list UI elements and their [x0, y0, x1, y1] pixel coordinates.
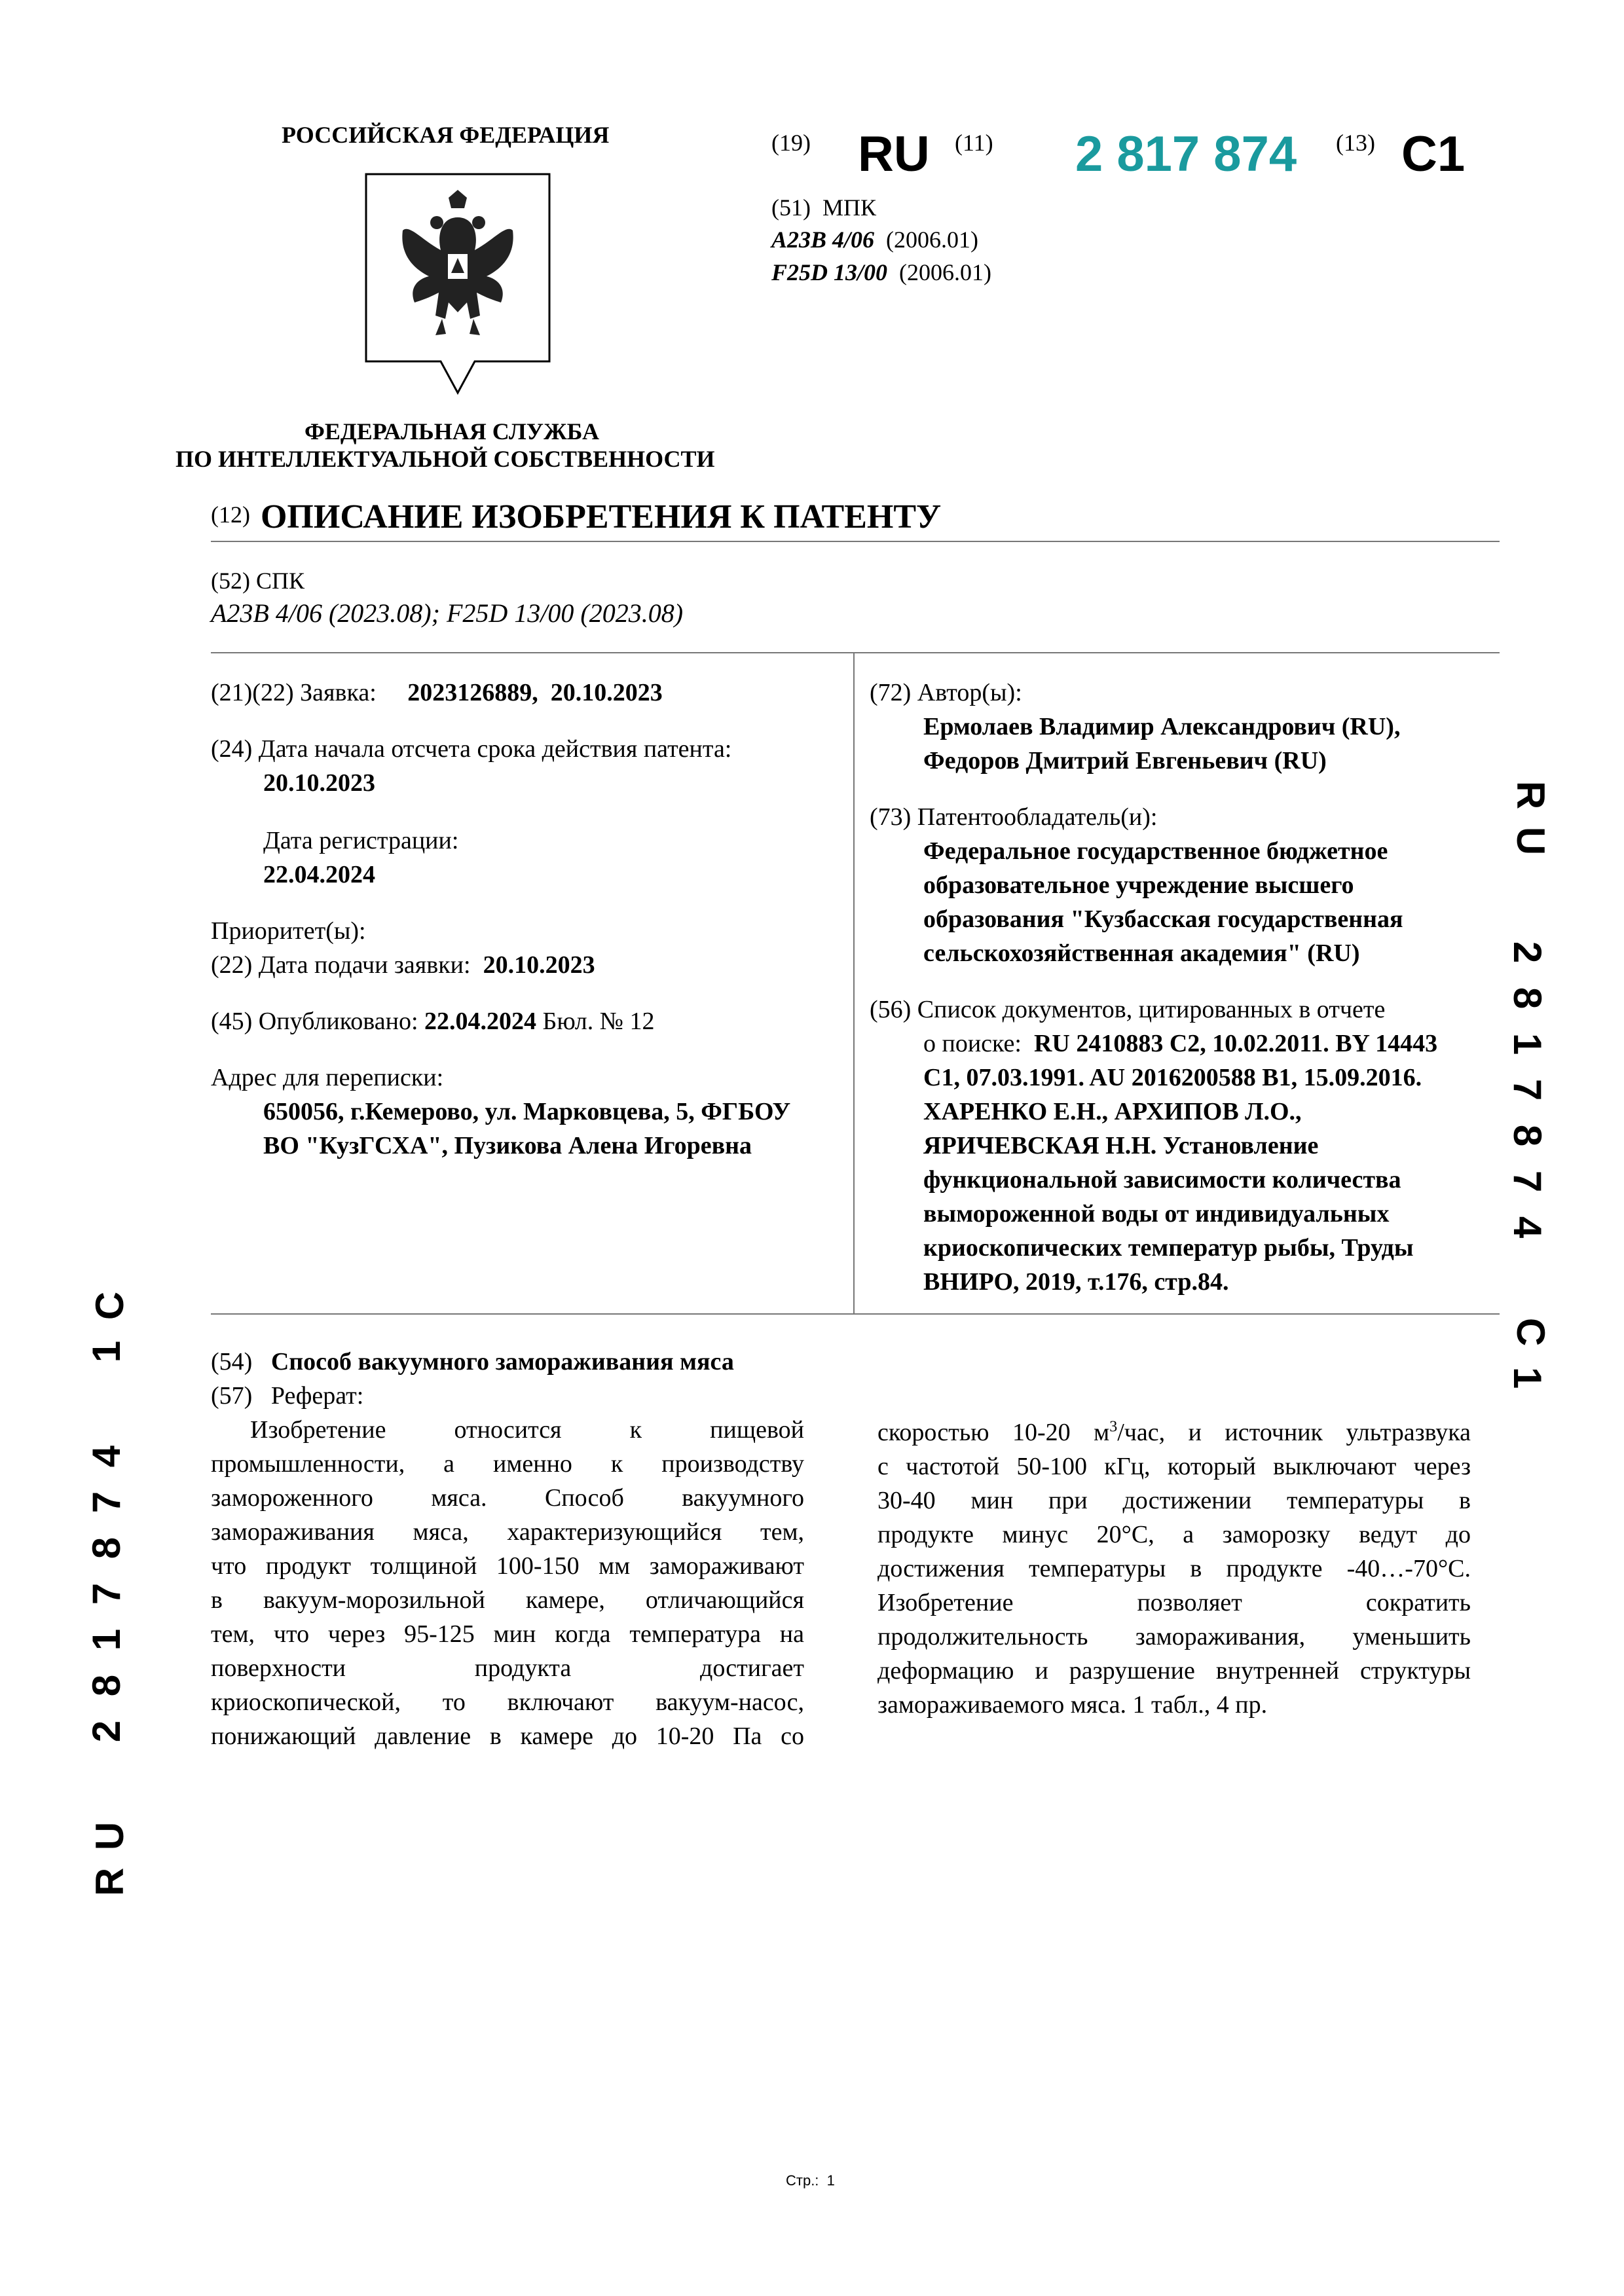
abstract-line: что продукт толщиной 100-150 мм замораживают — [211, 1552, 804, 1580]
citations-line: ХАРЕНКО Е.Н., АРХИПОВ Л.О., — [923, 1098, 1302, 1125]
ipc-header — [771, 194, 876, 221]
authors-label: (72) Автор(ы): — [870, 679, 1022, 706]
divider — [211, 652, 1500, 653]
abstract-line: достижения температуры в продукте -40…-70°C. — [877, 1555, 1471, 1582]
abstract-line: деформацию и разрушение внутренней структуры — [877, 1657, 1471, 1685]
side-char: 2 — [84, 1720, 129, 1743]
side-char: U — [1509, 826, 1553, 856]
side-char: C — [1509, 1317, 1553, 1347]
side-char: 7 — [84, 1491, 129, 1514]
cpc-header — [211, 567, 304, 594]
citations-label: (56) Список документов, цитированных в отчете — [870, 996, 1386, 1023]
author-line: Федоров Дмитрий Евгеньевич (RU) — [923, 747, 1327, 774]
ipc-version: (2006.01) — [886, 227, 979, 253]
side-char: 1 — [84, 1340, 129, 1363]
published — [211, 1004, 655, 1038]
abstract-line: замороженного мяса. Способ вакуумного — [211, 1484, 804, 1512]
side-char: 7 — [84, 1582, 129, 1605]
side-char: C — [88, 1291, 132, 1321]
side-char: 1 — [1505, 1032, 1550, 1055]
side-number-left — [85, 1283, 138, 1925]
registration-value: 22.04.2024 — [263, 861, 375, 888]
page-footer — [786, 2172, 835, 2189]
code-13: (13) — [1336, 130, 1375, 156]
abstract-line: 30-40 мин при достижении температуры в — [877, 1487, 1471, 1514]
abstract-line: замораживания мяса, характеризующийся тем, — [211, 1518, 804, 1546]
abstract-text: скоростью 10-20 м — [877, 1419, 1110, 1446]
author-line: Ермолаев Владимир Александрович (RU), — [923, 713, 1401, 740]
citations-line: вымороженной воды от индивидуальных — [923, 1200, 1390, 1228]
country-code: RU — [858, 126, 930, 182]
filing-date-label: (22) Дата подачи заявки: — [211, 951, 471, 979]
citations-line: ЯРИЧЕВСКАЯ Н.Н. Установление — [923, 1132, 1319, 1159]
page-label: Стр.: — [786, 2172, 819, 2189]
cpc-value: A23B 4/06 (2023.08); F25D 13/00 (2023.08) — [211, 598, 684, 628]
abstract-right-column — [877, 1415, 1471, 1722]
address-line: 650056, г.Кемерово, ул. Марковцева, 5, ФГБОУ — [263, 1098, 791, 1125]
abstract-line: промышленности, а именно к производству — [211, 1450, 804, 1478]
abstract-line: Изобретение относится к пищевой — [250, 1416, 804, 1444]
holder-line: сельскохозяйственная академия" (RU) — [923, 939, 1360, 967]
holder-line: образовательное учреждение высшего — [923, 871, 1354, 899]
doc-type-title: ОПИСАНИЕ ИЗОБРЕТЕНИЯ К ПАТЕНТУ — [260, 498, 942, 536]
side-char: 1 — [84, 1628, 129, 1651]
citations-line: ВНИРО, 2019, т.176, стр.84. — [923, 1268, 1229, 1296]
doc-type — [211, 498, 941, 536]
ipc-entry — [771, 226, 978, 253]
side-char: R — [1509, 780, 1553, 810]
term-start-value: 20.10.2023 — [263, 769, 375, 797]
ipc-label: МПК — [822, 194, 877, 221]
holder-label: (73) Патентообладатель(и): — [870, 803, 1158, 831]
side-char: 2 — [1505, 941, 1550, 964]
published-bulletin: Бюл. № 12 — [542, 1008, 655, 1035]
application-label: (21)(22) Заявка: — [211, 679, 377, 706]
application-date: 20.10.2023 — [550, 679, 663, 706]
abstract-line: в вакуум-морозильной камере, отличающийся — [211, 1586, 804, 1614]
abstract-line: с частотой 50-100 кГц, который выключают через — [877, 1453, 1471, 1480]
abstract-line: понижающий давление в камере до 10-20 Па со — [211, 1722, 804, 1750]
side-char: 4 — [84, 1445, 129, 1468]
title-code: (54) — [211, 1348, 253, 1376]
abstract-label: Реферат: — [270, 1382, 364, 1410]
doc-type-code: (12) — [211, 501, 250, 528]
cpc-label: СПК — [255, 568, 305, 594]
published-value: 22.04.2024 — [424, 1008, 537, 1035]
citations-line: функциональной зависимости количества — [923, 1166, 1401, 1194]
side-char: 8 — [84, 1674, 129, 1697]
patent-number: 2 817 874 — [1075, 126, 1297, 182]
published-label: (45) Опубликовано: — [211, 1008, 418, 1035]
abstract-text: /час, и источник ультразвука — [1117, 1419, 1471, 1446]
abstract-code: (57) — [211, 1382, 253, 1410]
ipc-entry — [771, 259, 991, 286]
side-char: 7 — [1505, 1078, 1550, 1101]
abstract-line: продукте минус 20°C, а заморозку ведут до — [877, 1521, 1471, 1548]
application-number: 2023126889, — [407, 679, 538, 706]
side-char: 8 — [84, 1537, 129, 1559]
citations-line: криоскопических температур рыбы, Труды — [923, 1234, 1414, 1262]
citations-label-cont: о поиске: — [923, 1030, 1022, 1057]
code-11: (11) — [955, 130, 993, 156]
superscript: 3 — [1109, 1418, 1118, 1436]
page-number: 1 — [826, 2172, 835, 2189]
abstract-line: продолжительность замораживания, уменьшить — [877, 1623, 1471, 1650]
registration-label: Дата регистрации: — [263, 827, 459, 854]
abstract-line: замораживаемого мяса. 1 табл., 4 пр. — [877, 1691, 1268, 1719]
citations-line — [923, 1027, 1437, 1061]
service-name-line2: ПО ИНТЕЛЛЕКТУАЛЬНОЙ СОБСТВЕННОСТИ — [175, 446, 715, 472]
filing-date — [211, 948, 595, 982]
abstract-line: Изобретение позволяет сократить — [877, 1589, 1471, 1616]
application — [211, 676, 663, 710]
side-char: R — [88, 1867, 132, 1897]
side-char: 1 — [1505, 1366, 1550, 1389]
cpc-code: (52) — [211, 568, 250, 594]
column-divider — [853, 652, 855, 1313]
citations-line: C1, 07.03.1991. AU 2016200588 B1, 15.09.2016. — [923, 1064, 1422, 1091]
title-text: Способ вакуумного замораживания мяса — [270, 1348, 734, 1376]
side-char: 8 — [1505, 987, 1550, 1010]
abstract-line: поверхности продукта достигает — [211, 1654, 804, 1682]
side-char: 4 — [1505, 1216, 1550, 1239]
ipc-class: A23B 4/06 — [771, 227, 875, 253]
address-label: Адрес для переписки: — [211, 1064, 444, 1091]
kind-code: C1 — [1401, 126, 1466, 182]
country-name: РОССИЙСКАЯ ФЕДЕРАЦИЯ — [282, 122, 610, 148]
emblem — [363, 172, 552, 395]
filing-date-value: 20.10.2023 — [483, 951, 595, 979]
ipc-version: (2006.01) — [899, 259, 991, 285]
divider — [211, 541, 1500, 542]
side-number-right — [1506, 773, 1559, 1414]
divider — [211, 1313, 1500, 1315]
term-start-label: (24) Дата начала отсчета срока действия патента: — [211, 735, 732, 763]
citation-text: RU 2410883 C2, 10.02.2011. BY 14443 — [1033, 1030, 1438, 1057]
priority-label: Приоритет(ы): — [211, 917, 366, 945]
abstract-line: тем, что через 95-125 мин когда температура на — [211, 1620, 804, 1648]
address-line: ВО "КузГСХА", Пузикова Алена Игоревна — [263, 1132, 752, 1159]
holder-line: Федеральное государственное бюджетное — [923, 837, 1388, 865]
abstract-line — [877, 1415, 1471, 1449]
service-name-line1: ФЕДЕРАЛЬНАЯ СЛУЖБА — [304, 418, 599, 445]
side-char: 7 — [1505, 1170, 1550, 1193]
invention-title — [211, 1345, 734, 1379]
abstract-line: криоскопической, то включают вакуум-насос, — [211, 1688, 804, 1716]
code-19: (19) — [771, 130, 811, 156]
coat-of-arms-icon — [363, 172, 552, 395]
ipc-class: F25D 13/00 — [771, 259, 888, 285]
abstract-left-column — [211, 1413, 804, 1753]
side-char: 8 — [1505, 1124, 1550, 1147]
side-char: U — [88, 1821, 132, 1851]
ipc-code: (51) — [771, 194, 811, 221]
holder-line: образования "Кузбасская государственная — [923, 905, 1403, 933]
abstract-header — [211, 1379, 363, 1413]
